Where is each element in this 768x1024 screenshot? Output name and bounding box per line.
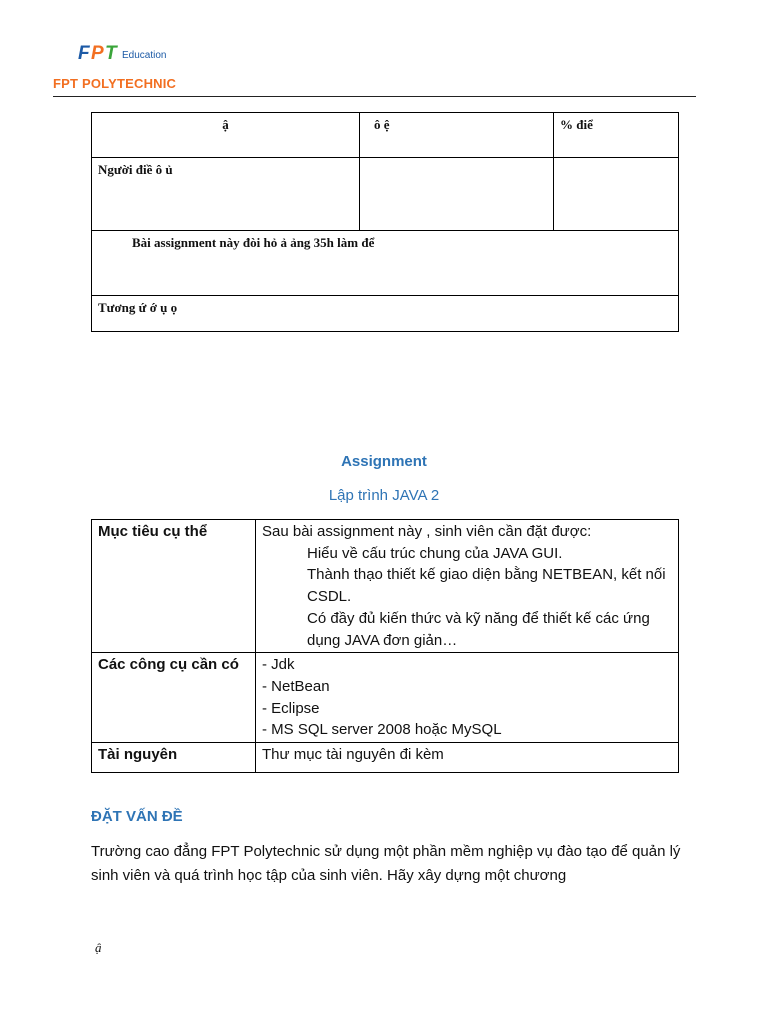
- objectives-label-cell: [92, 520, 256, 653]
- objective-item: Hiểu về cấu trúc chung của JAVA GUI.: [307, 544, 563, 562]
- hours-text: Bài assignment này đòi hỏ ả ảng 35h làm để: [132, 235, 375, 250]
- section-heading: ĐẶT VẤN ĐỀ: [91, 808, 183, 825]
- resources-label: Tài nguyên: [98, 746, 178, 764]
- hours-cell: [92, 231, 679, 296]
- header-divider: [53, 96, 696, 97]
- objectives-intro: Sau bài assignment này , sinh viên cần đặt được:: [262, 523, 592, 540]
- logo-letter-t: T: [105, 43, 117, 64]
- logo-education-text: Education: [122, 50, 167, 61]
- objectives-label: Mục tiêu cụ thể: [98, 523, 208, 540]
- correspond-text: Tương ứ ớ ụ ọ: [98, 300, 178, 315]
- correspond-cell: [92, 296, 679, 332]
- tool-item: - MS SQL server 2008 hoặc MySQL: [262, 721, 502, 739]
- objectives-table: [91, 519, 679, 773]
- tool-item: - NetBean: [262, 677, 330, 695]
- grader-empty-1: [360, 158, 554, 231]
- grading-header-1-text: ậ: [222, 117, 229, 132]
- objective-item: Có đầy đủ kiến thức và kỹ năng để thiết kế các ứng dụng JAVA đơn giản…: [307, 609, 650, 649]
- brand-name: FPT POLYTECHNIC: [53, 76, 177, 91]
- grading-header-2: [360, 113, 554, 158]
- grading-header-1: [92, 113, 360, 158]
- footer-text: ậ: [95, 940, 102, 955]
- grader-empty-2: [554, 158, 679, 231]
- tools-label: Các công cụ cần có: [98, 656, 239, 674]
- grading-header-2-text: ô ệ: [374, 117, 390, 132]
- page-title: Assignment: [341, 453, 427, 470]
- grader-label: Người điề ô ủ: [98, 162, 173, 177]
- resources-label-cell: [92, 743, 256, 773]
- page-subtitle: Lập trình JAVA 2: [328, 487, 440, 504]
- tool-item: - Eclipse: [262, 699, 320, 717]
- tools-content: [256, 653, 679, 743]
- logo-letter-f: F: [78, 43, 90, 64]
- section-paragraph: Trường cao đẳng FPT Polytechnic sử dụng một phần mềm nghiệp vụ đào tạo để quản lý sinh viên và quá trình học tập của sinh viên. Hãy xây dựng một chương: [91, 843, 681, 884]
- objectives-content: [256, 520, 679, 653]
- resources-text: Thư mục tài nguyên đi kèm: [262, 746, 444, 764]
- objective-item: Thành thạo thiết kế giao diện bằng NETBEAN, kết nối CSDL.: [307, 566, 666, 606]
- tools-label-cell: [92, 653, 256, 743]
- grader-cell: [92, 158, 360, 231]
- tool-item: - Jdk: [262, 656, 295, 674]
- grading-header-3: [554, 113, 679, 158]
- logo-letter-p: P: [91, 43, 104, 64]
- resources-content: [256, 743, 679, 773]
- grading-table: [91, 112, 679, 332]
- grading-header-3-text: % điể: [560, 117, 593, 132]
